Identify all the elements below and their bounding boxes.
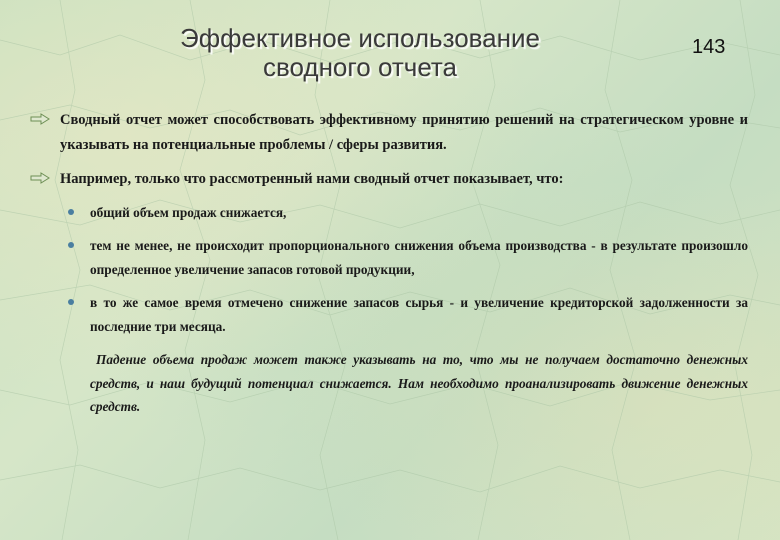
- slide-title-line1: Эффективное использование: [180, 23, 540, 53]
- sub-bullet-item-2: [30, 234, 748, 282]
- round-bullet-icon: [68, 299, 74, 305]
- bullet-item-1: [30, 108, 748, 158]
- sub-bullet-text-1: общий объем продаж снижается,: [90, 205, 287, 220]
- bullet-text-1: Сводный отчет может способствовать эффективному принятию решений на стратегическом уровне и указывать на потенциальные проблемы / сферы развития.: [60, 112, 748, 153]
- sub-bullet-item-3: [30, 291, 748, 339]
- sub-bullet-text-2: тем не менее, не происходит пропорционального снижения объема производства - в результате произошло определенное увеличение запасов готовой продукции,: [90, 238, 748, 277]
- round-bullet-icon: [68, 242, 74, 248]
- sub-bullet-text-3: в то же самое время отмечено снижение запасов сырья - и увеличение кредиторской задолженности за последние три месяца.: [90, 295, 748, 334]
- slide-title-line2: сводного отчета: [262, 52, 457, 82]
- arrow-bullet-icon: [30, 113, 50, 125]
- page-number: 143: [692, 36, 726, 58]
- bullet-item-2: [30, 167, 748, 192]
- arrow-bullet-icon: [30, 172, 50, 184]
- round-bullet-icon: [68, 209, 74, 215]
- slide-body: [30, 108, 748, 419]
- bullet-text-2: Например, только что рассмотренный нами сводный отчет показывает, что:: [60, 171, 564, 187]
- slide-title: [150, 24, 570, 82]
- sub-bullet-item-1: [30, 201, 748, 225]
- conclusion-note: Падение объема продаж может также указывать на то, что мы не получаем достаточно денежных средств, и наш будущий потенциал снижается. Нам необходимо проанализировать движение денежных средств.: [90, 352, 748, 414]
